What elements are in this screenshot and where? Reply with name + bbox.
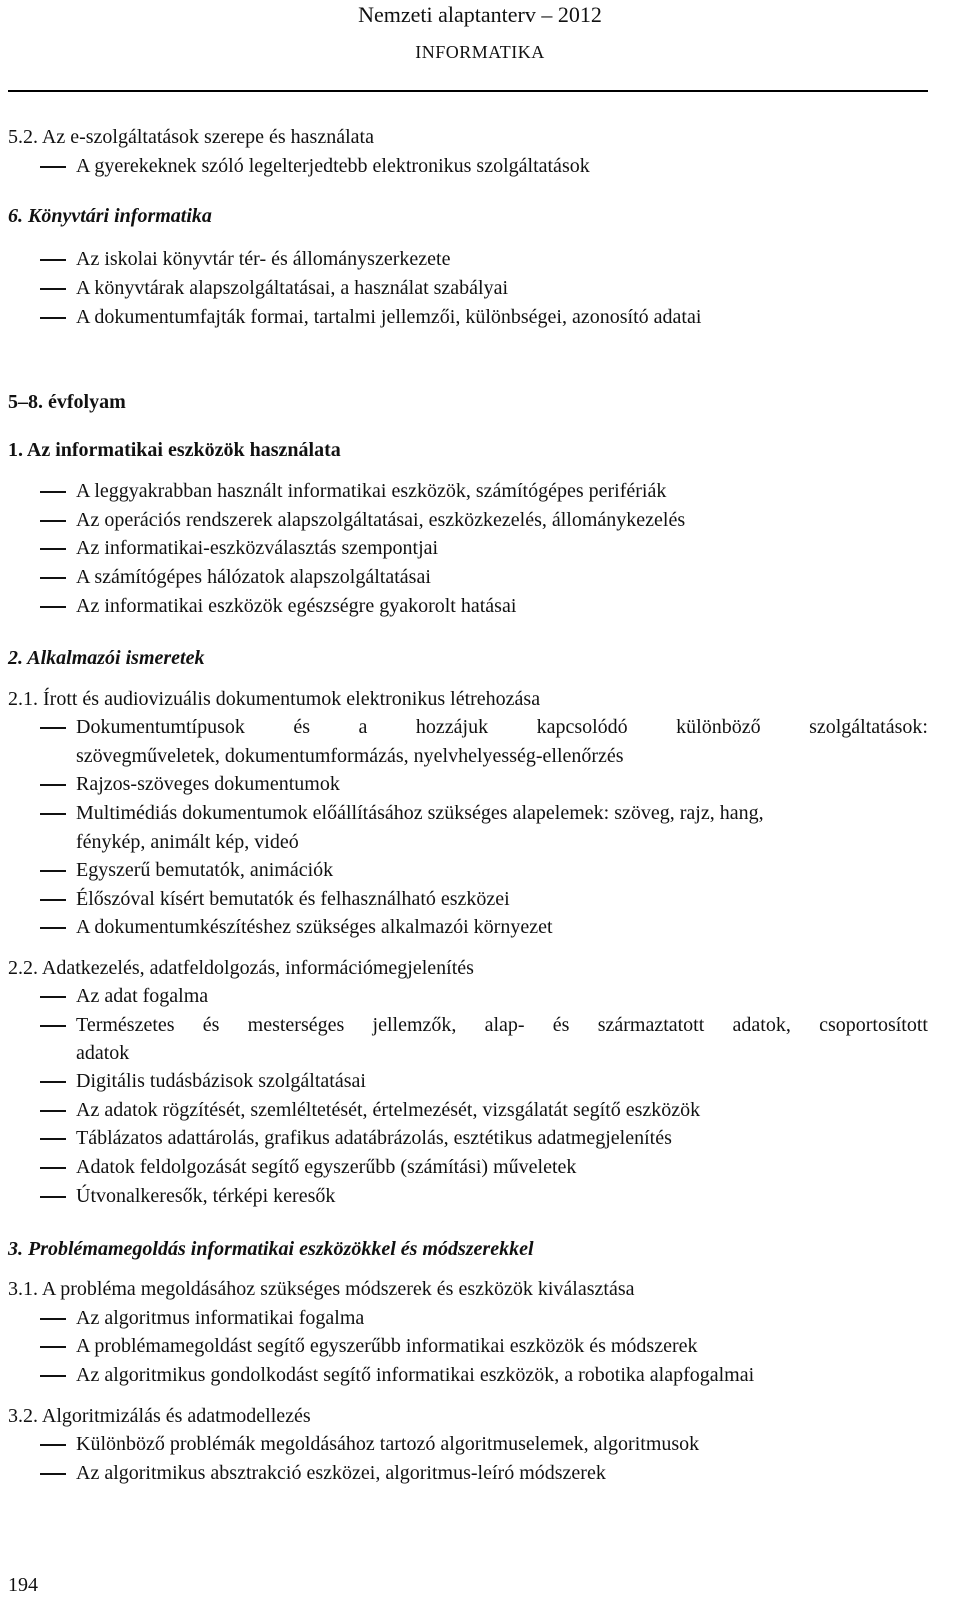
list-item: Az informatikai-eszközválasztás szempontjai — [76, 537, 439, 559]
list-item: A könyvtárak alapszolgáltatásai, a használat szabályai — [76, 277, 509, 299]
bullet-dash — [40, 520, 66, 522]
bullet-dash — [40, 1444, 66, 1446]
list-item-justified: Dokumentumtípusok és a hozzájuk kapcsolódó különböző szolgáltatások: — [76, 716, 928, 738]
bullet-dash — [40, 899, 66, 901]
section-3-2-heading: 3.2. Algoritmizálás és adatmodellezés — [8, 1405, 311, 1427]
section-2-heading: 2. Alkalmazói ismeretek — [8, 647, 205, 669]
header-title: Nemzeti alaptanterv – 2012 — [358, 2, 602, 27]
list-item: Táblázatos adattárolás, grafikus adatábrázolás, esztétikus adatmegjelenítés — [76, 1127, 672, 1149]
bullet-dash — [40, 577, 66, 579]
bullet-dash — [40, 784, 66, 786]
bullet-dash — [40, 1025, 66, 1027]
section-1-heading: 1. Az informatikai eszközök használata — [8, 439, 341, 461]
list-item-continuation: adatok — [76, 1042, 130, 1064]
list-item: Az adatok rögzítését, szemléltetését, értelmezését, vizsgálatát segítő eszközök — [76, 1099, 701, 1121]
list-item: Az algoritmikus absztrakció eszközei, algoritmus-leíró módszerek — [76, 1462, 606, 1484]
list-item: Útvonalkeresők, térképi keresők — [76, 1185, 336, 1207]
section-3-heading: 3. Problémamegoldás informatikai eszközökkel és módszerekkel — [8, 1238, 534, 1260]
list-item: A leggyakrabban használt informatikai eszközök, számítógépes perifériák — [76, 480, 667, 502]
list-item: Az algoritmus informatikai fogalma — [76, 1307, 365, 1329]
section-2-2-heading: 2.2. Adatkezelés, adatfeldolgozás, információmegjelenítés — [8, 957, 474, 979]
section-6-heading: 6. Könyvtári informatika — [8, 205, 212, 227]
list-item: Multimédiás dokumentumok előállításához szükséges alapelemek: szöveg, rajz, hang, — [76, 802, 764, 824]
bullet-dash — [40, 1081, 66, 1083]
grade-heading: 5–8. évfolyam — [8, 391, 126, 413]
list-item: A dokumentumfajták formai, tartalmi jellemzői, különbségei, azonosító adatai — [76, 306, 702, 328]
list-item: Élőszóval kísért bemutatók és felhasználható eszközei — [76, 888, 510, 910]
list-item: Különböző problémák megoldásához tartozó algoritmuselemek, algoritmusok — [76, 1433, 700, 1455]
bullet-dash — [40, 548, 66, 550]
list-item: A számítógépes hálózatok alapszolgáltatásai — [76, 566, 431, 588]
bullet-dash — [40, 1375, 66, 1377]
list-item: Adatok feldolgozását segítő egyszerűbb (számítási) műveletek — [76, 1156, 577, 1178]
bullet-dash — [40, 1318, 66, 1320]
bullet-dash — [40, 813, 66, 815]
list-item: Az iskolai könyvtár tér- és állományszerkezete — [76, 248, 451, 270]
bullet-dash — [40, 317, 66, 319]
bullet-dash — [40, 606, 66, 608]
bullet-dash — [40, 259, 66, 261]
section-2-1-heading: 2.1. Írott és audiovizuális dokumentumok elektronikus létrehozása — [8, 688, 541, 710]
bullet-dash — [40, 870, 66, 872]
list-item: A problémamegoldást segítő egyszerűbb informatikai eszközök és módszerek — [76, 1335, 698, 1357]
list-item: Egyszerű bemutatók, animációk — [76, 859, 334, 881]
list-item: Rajzos-szöveges dokumentumok — [76, 773, 340, 795]
bullet-dash — [40, 1346, 66, 1348]
bullet-dash — [40, 288, 66, 290]
section-3-1-heading: 3.1. A probléma megoldásához szükséges módszerek és eszközök kiválasztása — [8, 1278, 635, 1300]
bullet-dash — [40, 1473, 66, 1475]
bullet-dash — [40, 166, 66, 168]
list-item: A gyerekeknek szóló legelterjedtebb elektronikus szolgáltatások — [76, 155, 590, 177]
list-item: Az algoritmikus gondolkodást segítő informatikai eszközök, a robotika alapfogalmai — [76, 1364, 755, 1386]
list-item-justified: Természetes és mesterséges jellemzők, alap- és származtatott adatok, csoportosított — [76, 1014, 928, 1036]
list-item: Az adat fogalma — [76, 985, 209, 1007]
bullet-dash — [40, 491, 66, 493]
bullet-dash — [40, 996, 66, 998]
header-divider — [8, 90, 928, 92]
list-item: Digitális tudásbázisok szolgáltatásai — [76, 1070, 366, 1092]
list-item-continuation: fénykép, animált kép, videó — [76, 831, 299, 853]
header-subtitle: INFORMATIKA — [415, 42, 545, 62]
list-item-continuation: szövegműveletek, dokumentumformázás, nyelvhelyesség-ellenőrzés — [76, 745, 624, 767]
bullet-dash — [40, 727, 66, 729]
list-item: Az operációs rendszerek alapszolgáltatásai, eszközkezelés, állománykezelés — [76, 509, 686, 531]
bullet-dash — [40, 927, 66, 929]
section-5-2-heading: 5.2. Az e-szolgáltatások szerepe és használata — [8, 126, 374, 148]
list-item: Az informatikai eszközök egészségre gyakorolt hatásai — [76, 595, 517, 617]
bullet-dash — [40, 1167, 66, 1169]
bullet-dash — [40, 1196, 66, 1198]
bullet-dash — [40, 1138, 66, 1140]
page-number: 194 — [8, 1574, 38, 1596]
list-item: A dokumentumkészítéshez szükséges alkalmazói környezet — [76, 916, 553, 938]
bullet-dash — [40, 1110, 66, 1112]
